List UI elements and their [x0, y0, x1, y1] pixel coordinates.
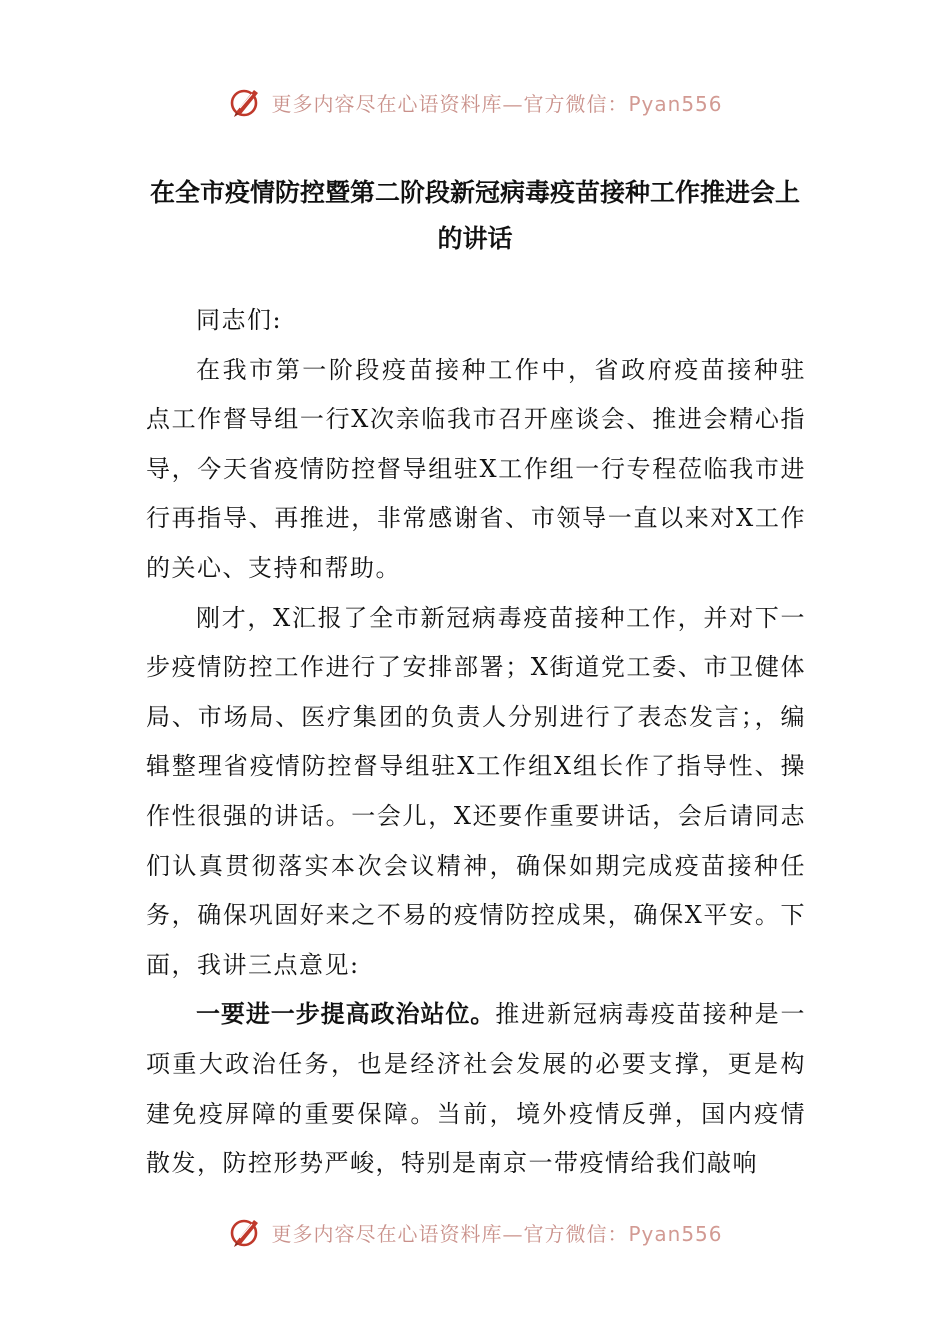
banner-text: 更多内容尽在心语资料库—官方微信：Pyan556	[271, 91, 723, 116]
greeting: 同志们:	[196, 306, 283, 334]
document-title: 在全市疫情防控暨第二阶段新冠病毒疫苗接种工作推进会上的讲话	[149, 178, 800, 253]
pen-logo-icon	[227, 1214, 263, 1250]
section-1-text: 推进新冠病毒疫苗接种是一项重大政治任务，也是经济社会发展的必要支撑，更是构建免疫屏障的重要保障。当前，境外疫情反弹，国内疫情散发，防控形势严峻，特别是南京一带疫情给我们敲响	[146, 1000, 807, 1178]
banner-text: 更多内容尽在心语资料库—官方微信：Pyan556	[271, 1221, 723, 1246]
section-1-paragraph	[146, 990, 806, 1188]
pen-logo-icon	[227, 84, 263, 120]
banner-wechat-id: Pyan556	[628, 91, 723, 116]
header-banner	[0, 82, 950, 122]
footer-banner	[0, 1212, 950, 1252]
document-body	[146, 296, 806, 1189]
section-1-heading: 一要进一步提高政治站位。	[196, 1000, 496, 1029]
paragraph-1: 在我市第一阶段疫苗接种工作中，省政府疫苗接种驻点工作督导组一行X次亲临我市召开座谈会、推进会精心指导，今天省疫情防控督导组驻X工作组一行专程莅临我市进行再指导、再推进，非常感谢省、市领导一直以来对X工作的关心、支持和帮助。	[146, 355, 806, 582]
paragraph-2: 刚才，X汇报了全市新冠病毒疫苗接种工作，并对下一步疫情防控工作进行了安排部署；X街道党工委、市卫健体局、市场局、医疗集团的负责人分别进行了表态发言；，编辑整理省疫情防控督导组驻X工作组X组长作了指导性、操作性很强的讲话。一会儿，X还要作重要讲话，会后请同志们认真贯彻落实本次会议精神，确保如期完成疫苗接种任务，确保巩固好来之不易的疫情防控成果，确保X平安。下面，我讲三点意见:	[146, 603, 806, 979]
banner-wechat-id: Pyan556	[628, 1221, 723, 1246]
